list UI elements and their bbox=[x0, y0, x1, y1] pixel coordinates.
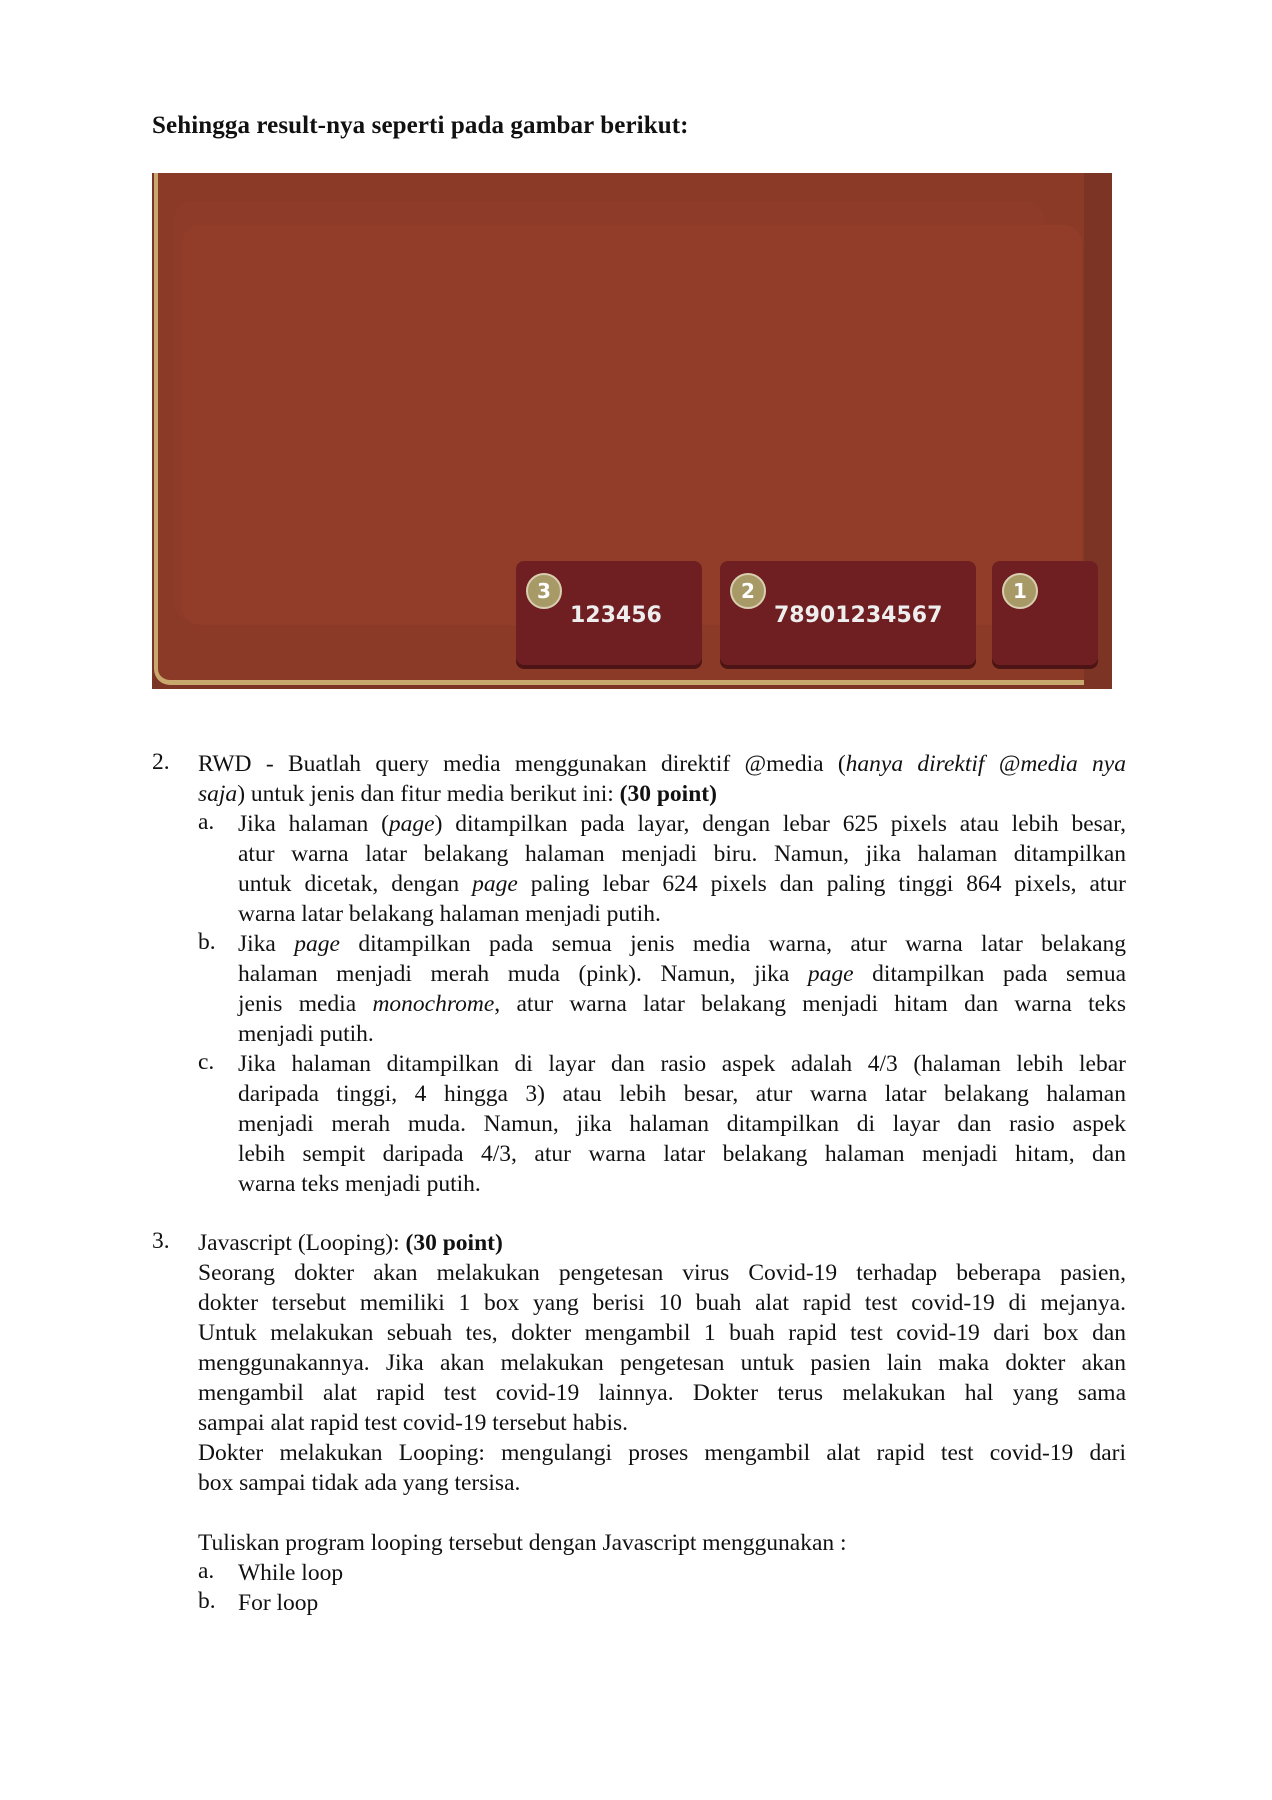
q3-title: Javascript (Looping): (30 point) bbox=[198, 1230, 503, 1256]
slot-1-badge: 1 bbox=[1002, 573, 1038, 609]
q2c-line-5: warna teks menjadi putih. bbox=[238, 1171, 481, 1197]
q2b-line-2: halaman menjadi merah muda (pink). Namun, jika page ditampilkan pada semua bbox=[238, 961, 1126, 987]
q3-paragraph-1-line: mengambil alat rapid test covid-19 lainnya. Dokter terus melakukan hal yang sama bbox=[198, 1380, 1126, 1406]
slot-3-value: 123456 bbox=[570, 603, 662, 628]
q2a-letter: a. bbox=[198, 809, 215, 835]
q3-paragraph-1-line: Seorang dokter akan melakukan pengetesan virus Covid-19 terhadap beberapa pasien, bbox=[198, 1260, 1126, 1286]
result-screenshot bbox=[152, 173, 1112, 689]
q2b-letter: b. bbox=[198, 929, 216, 955]
q2c-line-4: lebih sempit daripada 4/3, atur warna latar belakang halaman menjadi hitam, dan bbox=[238, 1141, 1126, 1167]
q2-line-1: RWD - Buatlah query media menggunakan direktif @media (hanya direktif @media nya bbox=[198, 751, 1126, 777]
q2c-line-2: daripada tinggi, 4 hingga 3) atau lebih besar, atur warna latar belakang halaman bbox=[238, 1081, 1126, 1107]
q3-option-letter: b. bbox=[198, 1588, 216, 1614]
slot-2 bbox=[720, 561, 976, 665]
q2a-line-3: untuk dicetak, dengan page paling lebar 624 pixels dan paling tinggi 864 pixels, atur bbox=[238, 871, 1126, 897]
q2-line-2: saja) untuk jenis dan fitur media berikut ini: (30 point) bbox=[198, 781, 717, 807]
q3-option-letter: a. bbox=[198, 1558, 215, 1584]
q2b-line-3: jenis media monochrome, atur warna latar belakang menjadi hitam dan warna teks bbox=[238, 991, 1126, 1017]
q2c-letter: c. bbox=[198, 1049, 215, 1075]
q3-number: 3. bbox=[152, 1228, 170, 1254]
q2b-line-4: menjadi putih. bbox=[238, 1021, 374, 1047]
q2c-line-1: Jika halaman ditampilkan di layar dan rasio aspek adalah 4/3 (halaman lebih lebar bbox=[238, 1051, 1126, 1077]
slot-2-badge: 2 bbox=[730, 573, 766, 609]
q3-instruction: Tuliskan program looping tersebut dengan Javascript menggunakan : bbox=[198, 1530, 847, 1556]
q3-option-for-loop: For loop bbox=[238, 1590, 319, 1616]
q2a-line-1: Jika halaman (page) ditampilkan pada layar, dengan lebar 625 pixels atau lebih besar, bbox=[238, 811, 1126, 837]
slot-1 bbox=[992, 561, 1098, 665]
q3-paragraph-1-line: dokter tersebut memiliki 1 box yang berisi 10 buah alat rapid test covid-19 di mejanya. bbox=[198, 1290, 1126, 1316]
slot-2-value: 78901234567 bbox=[774, 603, 943, 628]
section-heading: Sehingga result-nya seperti pada gambar berikut: bbox=[152, 112, 689, 139]
q3-paragraph-1-line: Untuk melakukan sebuah tes, dokter mengambil 1 buah rapid test covid-19 dari box dan bbox=[198, 1320, 1126, 1346]
q3-paragraph-2-line: box sampai tidak ada yang tersisa. bbox=[198, 1470, 521, 1496]
q2a-line-2: atur warna latar belakang halaman menjadi biru. Namun, jika halaman ditampilkan bbox=[238, 841, 1126, 867]
q2b-line-1: Jika page ditampilkan pada semua jenis media warna, atur warna latar belakang bbox=[238, 931, 1127, 957]
q3-paragraph-1-line: sampai alat rapid test covid-19 tersebut habis. bbox=[198, 1410, 629, 1436]
q2a-line-4: warna latar belakang halaman menjadi putih. bbox=[238, 901, 661, 927]
q3-paragraph-1-line: menggunakannya. Jika akan melakukan pengetesan untuk pasien lain maka dokter akan bbox=[198, 1350, 1126, 1376]
slot-3 bbox=[516, 561, 702, 665]
q3-option-while-loop: While loop bbox=[238, 1560, 344, 1586]
q2c-line-3: menjadi merah muda. Namun, jika halaman ditampilkan di layar dan rasio aspek bbox=[238, 1111, 1126, 1137]
q2-number: 2. bbox=[152, 749, 170, 775]
slot-3-badge: 3 bbox=[526, 573, 562, 609]
q3-paragraph-2-line: Dokter melakukan Looping: mengulangi proses mengambil alat rapid test covid-19 dari bbox=[198, 1440, 1126, 1466]
